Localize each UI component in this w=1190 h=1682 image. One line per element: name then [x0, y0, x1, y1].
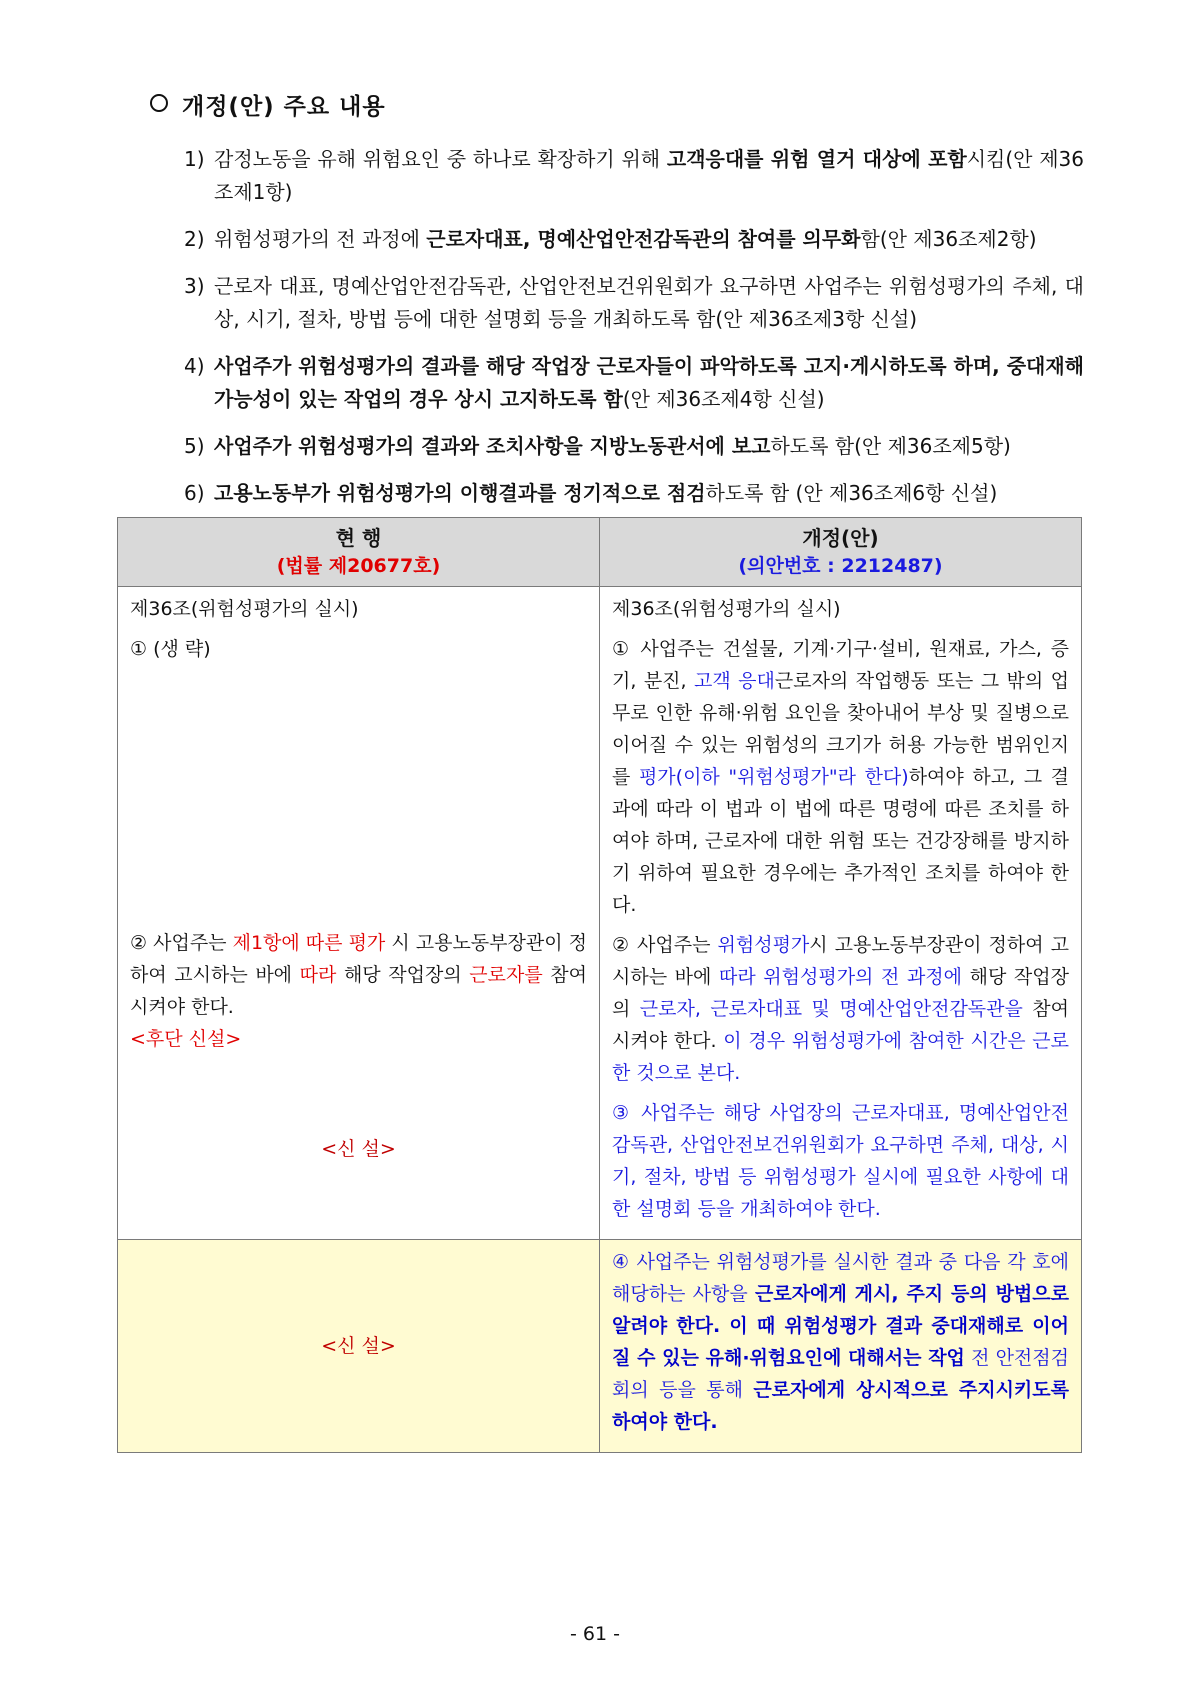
table-header-row: [118, 518, 1082, 587]
amendment-article-cell: [600, 587, 1082, 1240]
amendment-clause-3: ③ 사업주는 해당 사업장의 근로자대표, 명예산업안전감독관, 산업안전보건위원회가 요구하면 주체, 대상, 시기, 절차, 방법 등 위험성평가 실시에 필요한 사항에 대한 설명회 등을 개최하여야 한다.: [612, 1102, 1069, 1220]
table-row: [118, 1240, 1082, 1453]
current-clause-2: ② 사업주는 제1항에 따른 평가 시 고용노동부장관이 정하여 고시하는 바에 따라 해당 작업장의 근로자를 참여시켜야 한다. <후단 신설>: [130, 927, 587, 1055]
summary-list: [184, 143, 1084, 524]
amendment-clause-4-cell: [600, 1240, 1082, 1453]
page-number: - 61 -: [570, 1623, 620, 1645]
new-clause-marker: <신 설>: [321, 1335, 396, 1357]
list-item: 1) 감정노동을 유해 위험요인 중 하나로 확장하기 위해 고객응대를 위험 열거 대상에 포함시킴(안 제36조제1항): [184, 147, 1084, 204]
current-article-cell: [118, 587, 600, 1240]
current-law-header: 현 행 (법률 제20677호): [118, 518, 600, 587]
new-clause-marker: <신 설>: [321, 1138, 396, 1160]
table-row: [118, 587, 1082, 1240]
list-item: 6) 고용노동부가 위험성평가의 이행결과를 정기적으로 점검하도록 함 (안 제36조제6항 신설): [184, 481, 998, 505]
section-title: 개정(안) 주요 내용: [150, 88, 386, 121]
current-clause-1: ① (생 략): [130, 638, 211, 660]
comparison-table: [117, 517, 1082, 1453]
law-number: (법률 제20677호): [276, 555, 441, 577]
bill-number: (의안번호 : 2212487): [738, 555, 943, 577]
amendment-clause-4: ④ 사업주는 위험성평가를 실시한 결과 중 다음 각 호에 해당하는 사항을 근로자에게 게시, 주지 등의 방법으로 알려야 한다. 이 때 위험성평가 결과 중대재해로 이어질 수 있는 유해·위험요인에 대해서는 작업 전 안전점검회의 등을 통해 근로자에게 상시적으로 주지시키도록 하여야 한다.: [612, 1251, 1069, 1433]
list-item: 4) 사업주가 위험성평가의 결과를 해당 작업장 근로자들이 파악하도록 고지·게시하도록 하며, 중대재해 가능성이 있는 작업의 경우 상시 고지하도록 함(안 제36조제4항 신설): [184, 354, 1084, 411]
amendment-clause-1: ① 사업주는 건설물, 기계·기구·설비, 원재료, 가스, 증기, 분진, 고객 응대근로자의 작업행동 또는 그 밖의 업무로 인한 유해·위험 요인을 찾아내어 부상 및 질병으로 이어질 수 있는 위험성의 크기가 허용 가능한 범위인지를 평가(이하 "위험성평가"라 한다)하여야 하고, 그 결과에 따라 이 법과 이 법에 따른 명령에 따른 조치를 하여야 하며, 근로자에 대한 위험 또는 건강장해를 방지하기 위하여 필요한 경우에는 추가적인 조치를 하여야 한다.: [612, 638, 1069, 916]
amendment-clause-2: ② 사업주는 위험성평가시 고용노동부장관이 정하여 고시하는 바에 따라 위험성평가의 전 과정에 해당 작업장의 근로자, 근로자대표 및 명예산업안전감독관을 참여시켜야 한다. 이 경우 위험성평가에 참여한 시간은 근로한 것으로 본다.: [612, 934, 1070, 1084]
article-title: 제36조(위험성평가의 실시): [130, 598, 359, 620]
later-clause-new: <후단 신설>: [130, 1028, 242, 1050]
amendment-header: 개정(안) (의안번호 : 2212487): [600, 518, 1082, 587]
article-title: 제36조(위험성평가의 실시): [612, 598, 841, 620]
list-item: 5) 사업주가 위험성평가의 결과와 조치사항을 지방노동관서에 보고하도록 함(안 제36조제5항): [184, 434, 1011, 458]
current-new-cell: [118, 1240, 600, 1453]
circle-bullet-icon: [150, 94, 168, 112]
list-item: 2) 위험성평가의 전 과정에 근로자대표, 명예산업안전감독관의 참여를 의무화함(안 제36조제2항): [184, 227, 1037, 251]
list-item: 3) 근로자 대표, 명예산업안전감독관, 산업안전보건위원회가 요구하면 사업주는 위험성평가의 주체, 대상, 시기, 절차, 방법 등에 대한 설명회 등을 개최하도록 함(안 제36조제3항 신설): [184, 274, 1084, 331]
